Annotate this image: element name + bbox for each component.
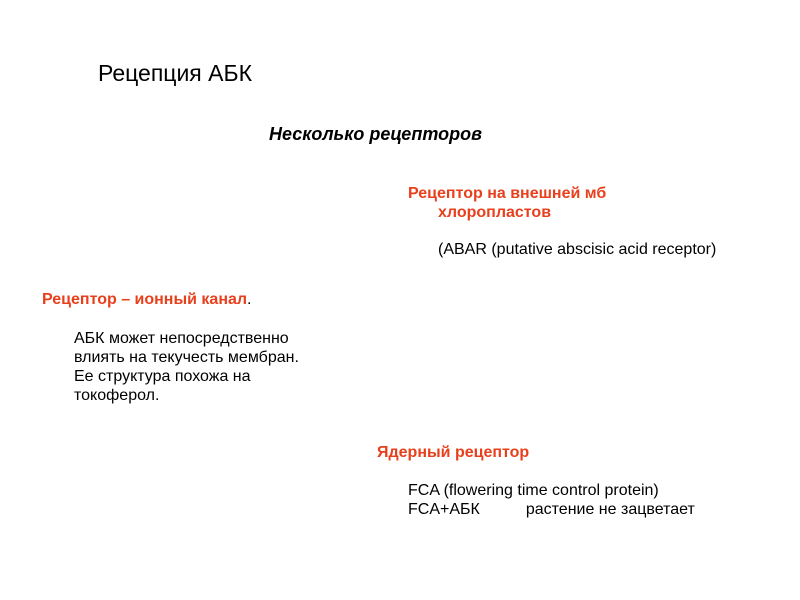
slide-title: Рецепция АБК (98, 60, 252, 86)
nuclear-receptor-text (408, 481, 695, 519)
ion-channel-receptor-heading-suffix: . (247, 291, 252, 308)
ion-channel-text-line: влиять на текучесть мембран. (74, 349, 299, 366)
ion-channel-text-line: АБК может непосредственно (74, 330, 289, 347)
nuclear-receptor-line1: FCA (flowering time control protein) (408, 482, 659, 499)
chloroplast-receptor-heading-line1: Рецептор на внешней мб (408, 185, 607, 202)
slide-subtitle: Несколько рецепторов (269, 124, 482, 144)
ion-channel-receptor-heading-text: Рецептор – ионный канал (42, 291, 248, 308)
nuclear-receptor-line2-left: FCA+АБК (408, 501, 480, 518)
chloroplast-receptor-text: (ABAR (putative abscisic acid receptor) (438, 241, 717, 258)
ion-channel-text-line: токоферол. (74, 387, 160, 404)
chloroplast-receptor-heading (408, 184, 606, 222)
chloroplast-receptor-heading-line2: хлоропластов (438, 204, 552, 221)
ion-channel-receptor-text (74, 329, 299, 405)
nuclear-receptor-line2-right: растение не зацветает (525, 501, 695, 518)
ion-channel-text-line: Ее структура похожа на (74, 368, 251, 385)
nuclear-receptor-line2 (408, 500, 695, 519)
nuclear-receptor-heading: Ядерный рецептор (377, 444, 530, 461)
ion-channel-receptor-heading (42, 290, 252, 309)
